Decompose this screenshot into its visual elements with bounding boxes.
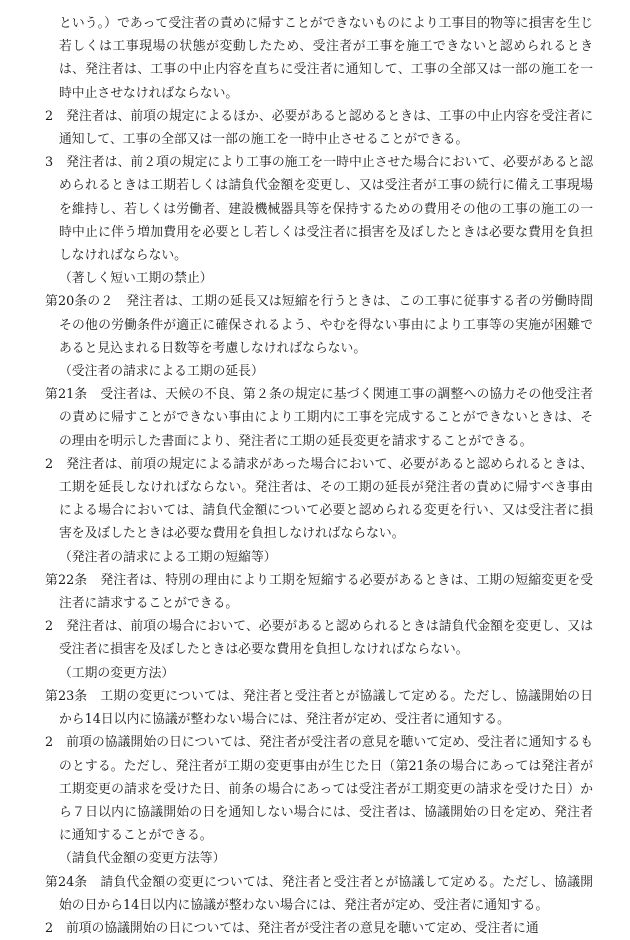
heading-period-change-method: （工期の変更方法） <box>59 665 175 681</box>
heading-price-change-method: （請負代金額の変更方法等） <box>59 851 226 867</box>
clause-23: 第23条 工期の変更については、発注者と受注者とが協議して定める。ただし、協議開始の日から14日以内に協議が整わない場合には、発注者が定め、受注者に通知する。 <box>45 688 593 728</box>
document-page <box>45 12 593 940</box>
clause-19-item-2: 2 発注者は、前項の規定によるほか、必要があると認めるときは、工事の中止内容を受注者に通知して、工事の全部又は一部の施工を一時中止させることができる。 <box>45 108 593 148</box>
clause-20-2: 第20条の２ 発注者は、工期の延長又は短縮を行うときは、この工事に従事する者の労働時間その他の労働条件が適正に確保されるよう、やむを得ない事由により工事等の実施が困難であると見込まれる日数等を考慮しなければならない。 <box>45 294 593 356</box>
clause-24-item-2: 2 前項の協議開始の日については、発注者が受注者の意見を聴いて定め、受注者に通 <box>45 920 539 936</box>
heading-shortening-by-orderer: （発注者の請求による工期の短縮等） <box>59 549 277 565</box>
paragraph-continuation: という。）であって受注者の責めに帰すことができないものにより工事目的物等に損害を生じ若しくは工事現場の状態が変動したため、受注者が工事を施工できないと認められるときは、発注者は、工事の中止内容を直ちに受注者に通知して、工事の全部又は一部の施工を一時中止させなければならない。 <box>59 16 593 101</box>
clause-21: 第21条 受注者は、天候の不良、第２条の規定に基づく関連工事の調整への協力その他受注者の責めに帰すことができない事由により工期内に工事を完成することができないときは、その理由を明示した書面により、発注者に工期の延長変更を請求することができる。 <box>45 387 593 449</box>
clause-22: 第22条 発注者は、特別の理由により工期を短縮する必要があるときは、工期の短縮変更を受注者に請求することができる。 <box>45 572 593 612</box>
heading-extension-by-contractor: （受注者の請求による工期の延長） <box>59 364 264 380</box>
clause-23-item-2: 2 前項の協議開始の日については、発注者が受注者の意見を聴いて定め、受注者に通知するものとする。ただし、発注者が工期の変更事由が生じた日（第21条の場合にあっては発注者が工期変更の請求を受けた日、前条の場合にあっては受注者が工期変更の請求を受けた日）から７日以内に協議開始の日を通知しない場合には、受注者は、協議開始の日を定め、発注者に通知することができる。 <box>45 735 593 844</box>
clause-19-item-3: 3 発注者は、前２項の規定により工事の施工を一時中止させた場合において、必要があると認められるときは工期若しくは請負代金額を変更し、又は受注者が工事の続行に備え工事現場を維持し、若しくは労働者、建設機械器具等を保持するための費用その他の工事の施工の一時中止に伴う増加費用を必要とし若しくは受注者に損害を及ぼしたときは必要な費用を負担しなければならない。 <box>45 155 593 264</box>
clause-22-item-2: 2 発注者は、前項の場合において、必要があると認められるときは請負代金額を変更し、又は受注者に損害を及ぼしたときは必要な費用を負担しなければならない。 <box>45 619 593 658</box>
clause-21-item-2: 2 発注者は、前項の規定による請求があった場合において、必要があると認められるときは、工期を延長しなければならない。発注者は、その工期の延長が発注者の責めに帰すべき事由による場合においては、請負代金額について必要と認められる変更を行い、又は受注者に損害を及ぼしたときは必要な費用を負担しなければならない。 <box>45 456 593 542</box>
heading-short-period-prohibition: （著しく短い工期の禁止） <box>59 271 213 287</box>
clause-24: 第24条 請負代金額の変更については、発注者と受注者とが協議して定める。ただし、協議開始の日から14日以内に協議が整わない場合には、発注者が定め、受注者に通知する。 <box>45 874 593 913</box>
